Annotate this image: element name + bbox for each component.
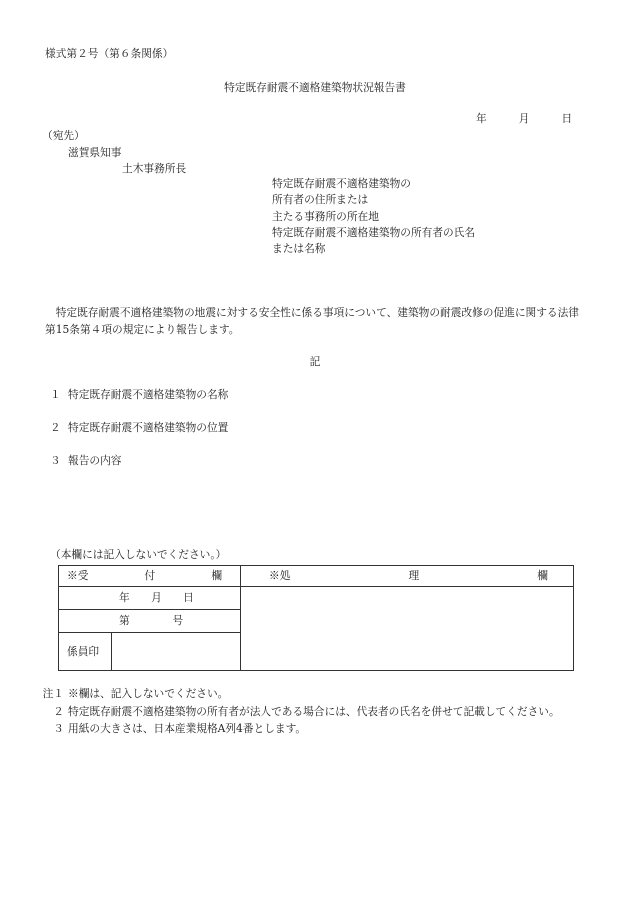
item-text: 報告の内容 bbox=[68, 454, 122, 467]
reporter-line: 所有者の住所または bbox=[272, 193, 369, 207]
date-line: 年 月 日 bbox=[476, 112, 573, 125]
reporter-line: 特定既存耐震不適格建築物の所有者の氏名 bbox=[272, 225, 476, 239]
note-text: 用紙の大きさは、日本産業規格A列4番とします。 bbox=[68, 722, 307, 735]
reporter-block bbox=[272, 176, 475, 257]
reception-header-part: 欄 bbox=[211, 569, 223, 582]
note-label: 注１ bbox=[42, 687, 64, 700]
ki-heading: 記 bbox=[309, 355, 321, 368]
clerk-seal-label-cell bbox=[59, 633, 112, 671]
note-label: ２ bbox=[53, 705, 64, 718]
clerk-seal-label: 係員印 bbox=[67, 644, 100, 658]
reception-header-part: ※受 bbox=[67, 569, 89, 582]
clerk-seal-cell bbox=[112, 633, 241, 671]
addressee-office: 土木事務所長 bbox=[122, 162, 187, 175]
processing-header-part: 理 bbox=[408, 569, 420, 582]
reporter-line: 主たる事務所の所在地 bbox=[272, 209, 379, 223]
document-title: 特定既存耐震不適格建築物状況報告書 bbox=[224, 81, 406, 94]
item-text: 特定既存耐震不適格建築物の位置 bbox=[68, 421, 229, 434]
reception-number-cell bbox=[59, 610, 241, 633]
item-number: １ bbox=[50, 388, 61, 401]
processing-header-part: 欄 bbox=[537, 569, 548, 582]
addressee-governor: 滋賀県知事 bbox=[68, 146, 122, 159]
report-statement: 特定既存耐震不適格建築物の地震に対する安全性に係る事項について、建築物の耐震改修の促進に関する法律第15条第４項の規定により報告します。 bbox=[45, 306, 579, 336]
item-number: ３ bbox=[50, 454, 61, 467]
note-text: 特定既存耐震不適格建築物の所有者が法人である場合には、代表者の氏名を併せて記載してください。 bbox=[68, 705, 560, 718]
reporter-line: または名称 bbox=[272, 242, 326, 255]
note-text: ※欄は、記入しないでください。 bbox=[68, 687, 229, 700]
form-number: 様式第２号（第６条関係） bbox=[45, 47, 174, 60]
reception-header bbox=[59, 566, 241, 587]
reception-date: 年 月 日 bbox=[119, 591, 194, 604]
reception-date-cell bbox=[59, 587, 241, 610]
processing-cell bbox=[241, 587, 574, 671]
item-number: ２ bbox=[50, 421, 61, 434]
item-text: 特定既存耐震不適格建築物の名称 bbox=[68, 388, 229, 401]
office-use-table bbox=[58, 565, 574, 671]
processing-header-part: ※処 bbox=[269, 569, 291, 582]
reporter-line: 特定既存耐震不適格建築物の bbox=[272, 177, 411, 190]
addressee-label: （宛先） bbox=[42, 129, 85, 142]
processing-header bbox=[241, 566, 574, 587]
reception-header-part: 付 bbox=[144, 569, 156, 582]
office-use-note: （本欄には記入しないでください。） bbox=[50, 548, 227, 561]
note-label: ３ bbox=[53, 722, 64, 735]
reception-number: 第 号 bbox=[119, 614, 184, 627]
